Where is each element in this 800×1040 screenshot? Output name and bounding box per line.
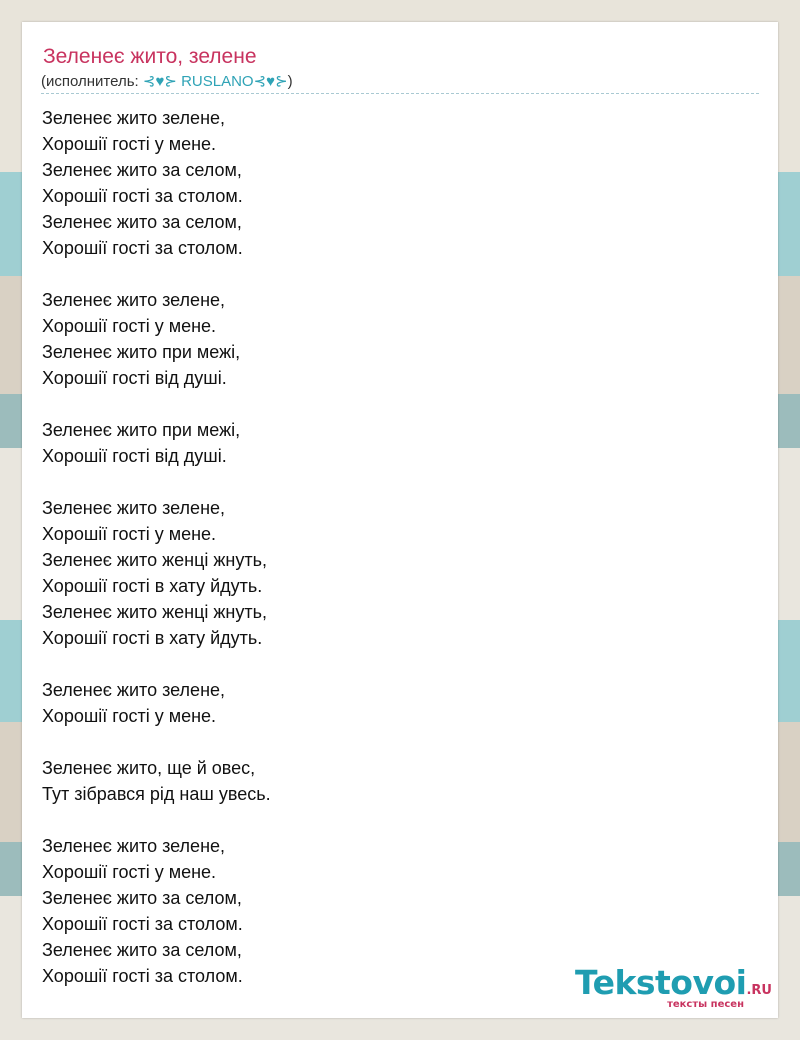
lyric-line: Хорошії гості у мене. [42,524,217,544]
lyric-line: Зеленеє жито женці жнуть, [42,550,267,570]
lyric-line: Зеленеє жито зелене, [42,836,226,856]
lyric-line: Зеленеє жито за селом, [42,940,242,960]
lyric-line: Хорошії гості за столом. [42,966,243,986]
lyric-line: Зеленеє жито за селом, [42,888,242,908]
song-title: Зеленеє жито, зелене [43,45,257,68]
lyric-line: Зеленеє жито женці жнуть, [42,602,267,622]
lyric-line: Зеленеє жито зелене, [42,498,226,518]
lyric-line: Хорошії гості у мене. [42,862,217,882]
performer-suffix: ) [287,73,293,90]
lyric-line: Хорошії гості від душі. [42,368,227,388]
lyric-line: Хорошії гості від душі. [42,446,227,466]
lyric-line: Зеленеє жито при межі, [42,342,241,362]
performer-prefix: (исполнитель: [41,73,143,90]
lyric-line: Зеленеє жито за селом, [42,212,242,232]
lyric-line: Зеленеє жито зелене, [42,680,226,700]
lyric-line: Хорошії гості за столом. [42,186,243,206]
stanza-gap [42,391,742,417]
lyric-line: Хорошії гості в хату йдуть. [42,628,263,648]
stanza-gap [42,469,742,495]
lyric-line: Зеленеє жито за селом, [42,160,242,180]
lyric-line: Зеленеє жито зелене, [42,108,226,128]
divider [41,93,759,94]
stanza-gap [42,807,742,833]
brand-logo[interactable] [552,963,772,1010]
lyric-line: Хорошії гості за столом. [42,238,243,258]
lyric-line: Хорошії гості у мене. [42,134,217,154]
brand-tagline: тексты песен [667,999,744,1010]
lyrics-body [42,105,742,989]
lyrics-sheet [22,22,778,1018]
lyric-line: Тут зібрався рід наш увесь. [42,784,271,804]
stanza-gap [42,651,742,677]
lyric-line: Хорошії гості за столом. [42,914,243,934]
lyric-line: Зеленеє жито, ще й овес, [42,758,256,778]
lyric-line: Зеленеє жито при межі, [42,420,241,440]
brand-name: Tekstovoi [574,963,747,1002]
brand-tld: .RU [746,983,772,998]
lyric-line: Хорошії гості у мене. [42,706,217,726]
lyric-line: Хорошії гості у мене. [42,316,217,336]
artist-link[interactable]: ⊰♥⊱ RUSLANO⊰♥⊱ [142,73,288,90]
performer-line [41,73,293,91]
stanza-gap [42,261,742,287]
lyric-line: Зеленеє жито зелене, [42,290,226,310]
stanza-gap [42,729,742,755]
lyric-line: Хорошії гості в хату йдуть. [42,576,263,596]
